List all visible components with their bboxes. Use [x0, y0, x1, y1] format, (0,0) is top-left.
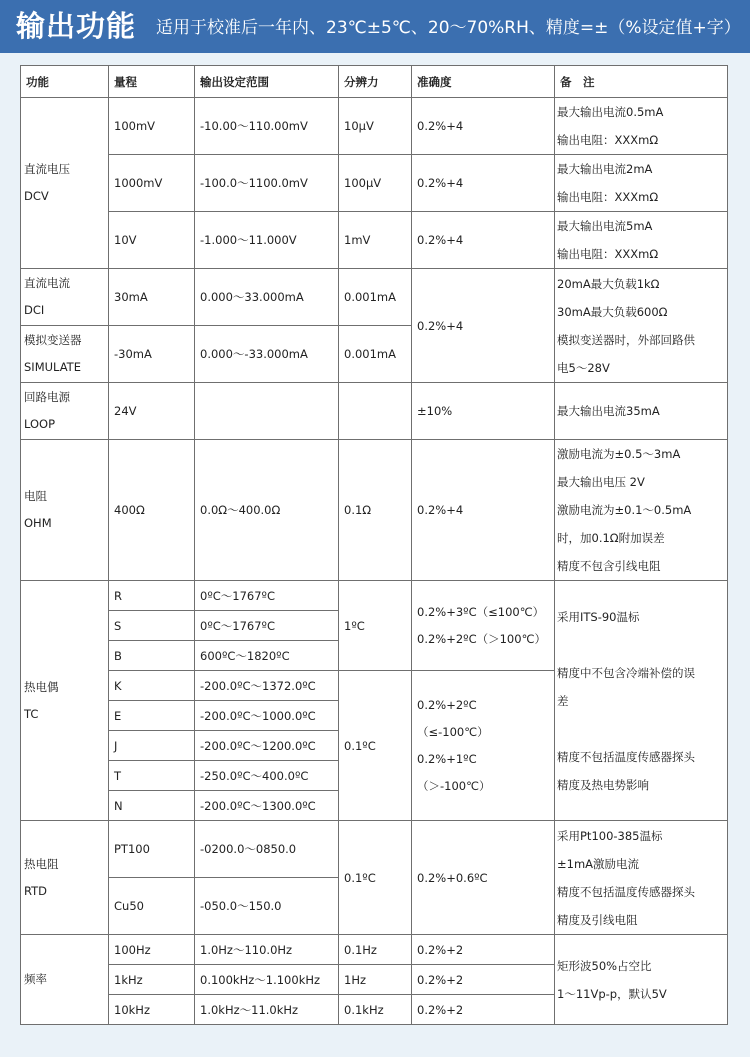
range-cell: 100mV: [109, 98, 195, 155]
table-row: [21, 98, 728, 155]
function-cell-dci: 直流电流 DCI: [21, 269, 109, 326]
set-range-cell: -200.0ºC～1200.0ºC: [195, 731, 339, 761]
function-cell-tc: 热电偶 TC: [21, 581, 109, 821]
set-range-cell: -200.0ºC～1000.0ºC: [195, 701, 339, 731]
note-cell: 最大输出电流35mA: [555, 383, 728, 440]
resolution-cell: 0.1ºC: [339, 821, 412, 935]
col-header-notes: 备 注: [555, 66, 728, 98]
resolution-cell: 1ºC: [339, 581, 412, 671]
set-range-cell: 1.0kHz～11.0kHz: [195, 995, 339, 1025]
range-cell: S: [109, 611, 195, 641]
accuracy-cell: 0.2%+2: [412, 995, 555, 1025]
header-bar: [0, 0, 750, 53]
spec-table: [20, 65, 728, 1025]
range-cell: 1kHz: [109, 965, 195, 995]
accuracy-cell: 0.2%+4: [412, 212, 555, 269]
set-range-cell: -200.0ºC～1300.0ºC: [195, 791, 339, 821]
set-range-cell: 1.0Hz～110.0Hz: [195, 935, 339, 965]
resolution-cell: 1mV: [339, 212, 412, 269]
set-range-cell: -250.0ºC～400.0ºC: [195, 761, 339, 791]
col-header-resolution: 分辨力: [339, 66, 412, 98]
function-cell-ohm: 电阻 OHM: [21, 440, 109, 581]
set-range-cell: 0.0Ω～400.0Ω: [195, 440, 339, 581]
accuracy-cell: 0.2%+4: [412, 155, 555, 212]
col-header-range: 量程: [109, 66, 195, 98]
range-cell: PT100: [109, 821, 195, 878]
range-cell: 100Hz: [109, 935, 195, 965]
table-row: [21, 212, 728, 269]
set-range-cell: 0ºC～1767ºC: [195, 611, 339, 641]
resolution-cell: 0.001mA: [339, 326, 412, 383]
page-subtitle: 适用于校准后一年内、23℃±5℃、20～70%RH、精度=±（%设定值+字）: [156, 18, 741, 38]
col-header-accuracy: 准确度: [412, 66, 555, 98]
set-range-cell: 0.000～-33.000mA: [195, 326, 339, 383]
resolution-cell: 100μV: [339, 155, 412, 212]
accuracy-cell: 0.2%+4: [412, 440, 555, 581]
set-range-cell: -10.00～110.00mV: [195, 98, 339, 155]
range-cell: R: [109, 581, 195, 611]
range-cell: K: [109, 671, 195, 701]
resolution-cell: 0.001mA: [339, 269, 412, 326]
note-cell: 采用ITS-90温标 精度中不包含冷端补偿的误 差 精度不包括温度传感器探头 精度及热电势影响: [555, 581, 728, 821]
col-header-function: 功能: [21, 66, 109, 98]
range-cell: 1000mV: [109, 155, 195, 212]
range-cell: B: [109, 641, 195, 671]
range-cell: Cu50: [109, 878, 195, 935]
range-cell: T: [109, 761, 195, 791]
accuracy-cell: 0.2%+2: [412, 965, 555, 995]
note-cell: 20mA最大负载1kΩ 30mA最大负载600Ω 模拟变送器时，外部回路供 电5～28V: [555, 269, 728, 383]
note-cell: 采用Pt100-385温标 ±1mA激励电流 精度不包括温度传感器探头 精度及引线电阻: [555, 821, 728, 935]
note-cell: 最大输出电流5mA 输出电阻：XXXmΩ: [555, 212, 728, 269]
set-range-cell: -200.0ºC～1372.0ºC: [195, 671, 339, 701]
function-cell-simulate: 模拟变送器 SIMULATE: [21, 326, 109, 383]
resolution-cell: [339, 383, 412, 440]
set-range-cell: [195, 383, 339, 440]
table-row: [21, 269, 728, 326]
note-cell: 最大输出电流2mA 输出电阻：XXXmΩ: [555, 155, 728, 212]
range-cell: E: [109, 701, 195, 731]
range-cell: N: [109, 791, 195, 821]
accuracy-cell: ±10%: [412, 383, 555, 440]
range-cell: J: [109, 731, 195, 761]
set-range-cell: 600ºC～1820ºC: [195, 641, 339, 671]
range-cell: -30mA: [109, 326, 195, 383]
set-range-cell: -0200.0～0850.0: [195, 821, 339, 878]
note-cell: 激励电流为±0.5～3mA 最大输出电压 2V 激励电流为±0.1～0.5mA 时，加0.1Ω附加误差 精度不包含引线电阻: [555, 440, 728, 581]
accuracy-cell: 0.2%+4: [412, 269, 555, 383]
set-range-cell: -050.0～150.0: [195, 878, 339, 935]
function-cell-dcv: 直流电压 DCV: [21, 98, 109, 269]
set-range-cell: 0ºC～1767ºC: [195, 581, 339, 611]
range-cell: 24V: [109, 383, 195, 440]
table-row: [21, 383, 728, 440]
range-cell: 10kHz: [109, 995, 195, 1025]
set-range-cell: -1.000～11.000V: [195, 212, 339, 269]
range-cell: 400Ω: [109, 440, 195, 581]
resolution-cell: 10μV: [339, 98, 412, 155]
resolution-cell: 0.1Ω: [339, 440, 412, 581]
col-header-set-range: 输出设定范围: [195, 66, 339, 98]
note-cell: 矩形波50%占空比 1～11Vp-p，默认5V: [555, 935, 728, 1025]
note-cell: 最大输出电流0.5mA 输出电阻：XXXmΩ: [555, 98, 728, 155]
set-range-cell: 0.100kHz～1.100kHz: [195, 965, 339, 995]
function-cell-rtd: 热电阻 RTD: [21, 821, 109, 935]
set-range-cell: 0.000～33.000mA: [195, 269, 339, 326]
accuracy-cell: 0.2%+2ºC （≤-100℃） 0.2%+1ºC （＞-100℃）: [412, 671, 555, 821]
table-row: [21, 821, 728, 878]
set-range-cell: -100.0～1100.0mV: [195, 155, 339, 212]
resolution-cell: 0.1kHz: [339, 995, 412, 1025]
resolution-cell: 0.1ºC: [339, 671, 412, 821]
resolution-cell: 0.1Hz: [339, 935, 412, 965]
function-cell-freq: 频率: [21, 935, 109, 1025]
header-row: [21, 66, 728, 98]
accuracy-cell: 0.2%+4: [412, 98, 555, 155]
function-cell-loop: 回路电源 LOOP: [21, 383, 109, 440]
table-row: [21, 440, 728, 581]
resolution-cell: 1Hz: [339, 965, 412, 995]
table-row: [21, 935, 728, 965]
accuracy-cell: 0.2%+3ºC（≤100℃） 0.2%+2ºC（＞100℃）: [412, 581, 555, 671]
page-title: 输出功能: [16, 9, 137, 43]
table-row: [21, 155, 728, 212]
range-cell: 10V: [109, 212, 195, 269]
accuracy-cell: 0.2%+0.6ºC: [412, 821, 555, 935]
table-row: [21, 581, 728, 611]
range-cell: 30mA: [109, 269, 195, 326]
accuracy-cell: 0.2%+2: [412, 935, 555, 965]
